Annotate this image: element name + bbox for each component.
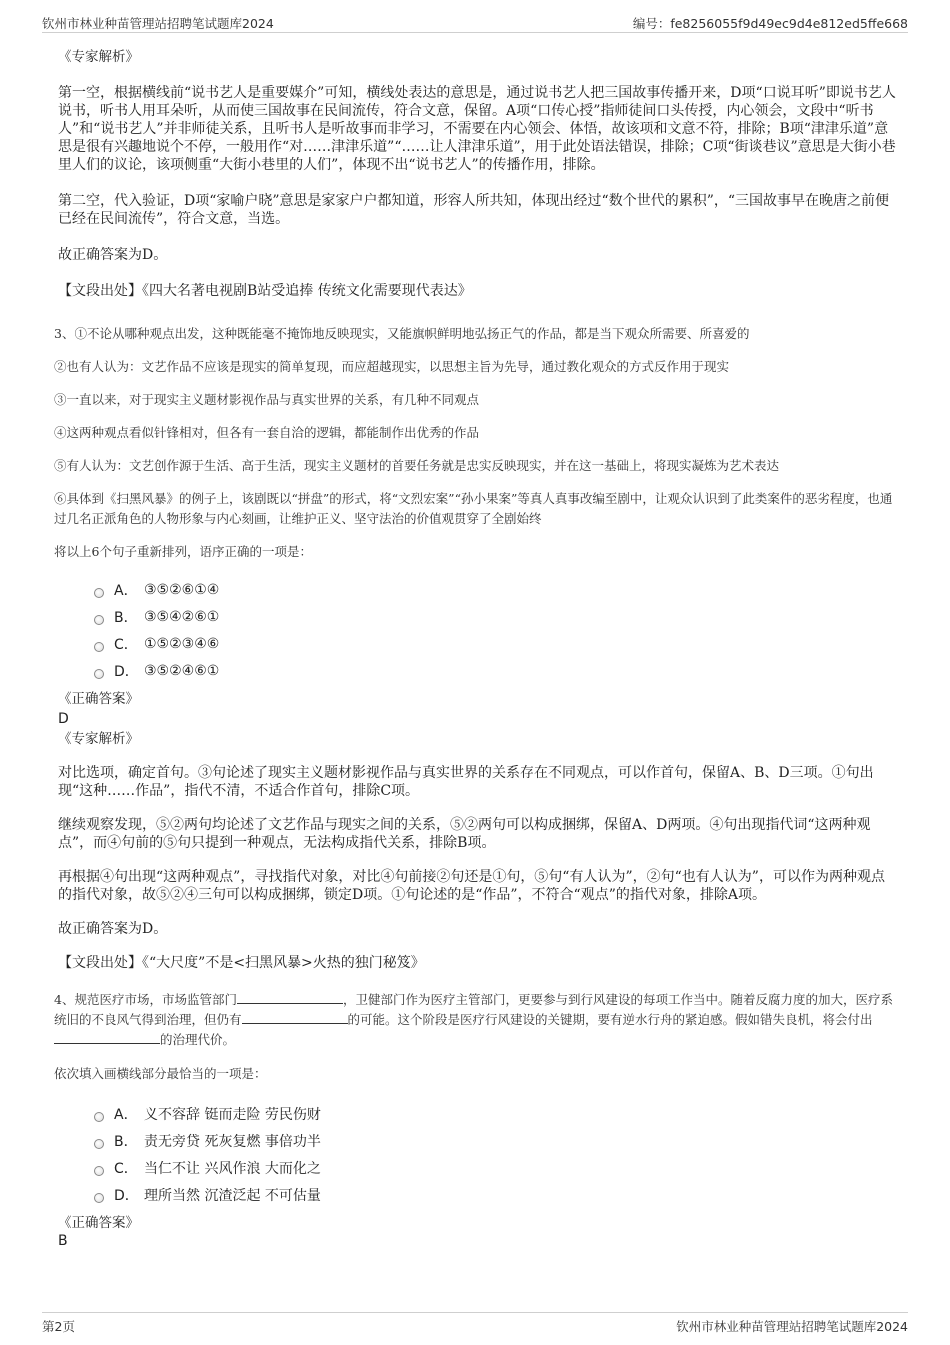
option-text: ③⑤④②⑥①	[144, 608, 220, 625]
radio-icon[interactable]	[94, 1193, 104, 1203]
option-d[interactable]: D． 理所当然 沉渣泛起 不可估量	[94, 1181, 896, 1208]
option-text: ①⑤②③④⑥	[144, 635, 220, 652]
sentence-5: ⑤有人认为：文艺创作源于生活、高于生活，现实主义题材的首要任务就是忠实反映现实，并在这一基础上，将现实凝炼为艺术表达	[54, 458, 780, 473]
analysis-conclusion: 故正确答案为D。	[58, 921, 168, 937]
answer-label: 《正确答案》	[58, 691, 139, 707]
page-number: 第2页	[42, 1319, 75, 1334]
question-4	[54, 990, 896, 1084]
radio-icon[interactable]	[94, 615, 104, 625]
option-list	[94, 576, 896, 684]
page-footer	[42, 1312, 908, 1335]
question-3	[54, 324, 896, 562]
answer-value: D	[58, 711, 69, 727]
sentence-6: ⑥具体到《扫黑风暴》的例子上，该剧既以“拼盘”的形式，将“文烈宏案”“孙小果案”等真人真事改编至剧中，让观众认识到了此类案件的恶劣程度，也通过几名正派角色的人物形象与内心刻画，让维护正义、坚守法治的价值观贯穿了全剧始终	[54, 491, 893, 526]
page-content	[54, 44, 896, 1250]
analysis-paragraph: 第一空，根据横线前“说书艺人是重要媒介”可知，横线处表达的意思是，通过说书艺人把三国故事传播开来，D项“口说耳听”即说书艺人说书，听书人用耳朵听，从而使三国故事在民间流传，符合文意，保留。A项“口传心授”指师徒间口头传授，内心领会，文段中“听书人”和“说书艺人”并非师徒关系，且听书人是听故事而非学习，不需要在内心领会、体悟，故该项和文意不符，排除；B项“津津乐道”意思是很有兴趣地说个不停，一般用作“对……津津乐道”“……让人津津乐道”，用于此处语法错误，排除；C项“街谈巷议”意思是大街小巷里人们的议论，该项侧重“大街小巷里的人们”，体现不出“说书艺人”的传播作用，排除。	[58, 85, 896, 173]
analysis-conclusion: 故正确答案为D。	[58, 247, 168, 263]
radio-icon[interactable]	[94, 642, 104, 652]
question-stem: 4、规范医疗市场，市场监管部门 ，卫健部门作为医疗主管部门，更要参与到行风建设的每项工作当中。随着反腐力度的加大，医疗系统旧的不良风气得到治理，但仍有 的可能。这个阶段是医疗行风建设的关键期，要有逆水行舟的紧迫感。假如错失良机，将会付出的治理代价。	[54, 992, 893, 1047]
radio-icon[interactable]	[94, 1112, 104, 1122]
radio-icon[interactable]	[94, 1139, 104, 1149]
analysis-label: 《专家解析》	[58, 731, 139, 747]
option-text: 理所当然 沉渣泛起 不可估量	[144, 1187, 321, 1204]
header-title: 钦州市林业种苗管理站招聘笔试题库2024	[42, 16, 274, 31]
answer-value: B	[58, 1233, 68, 1249]
option-d[interactable]: D． ③⑤②④⑥①	[94, 657, 896, 684]
analysis-paragraph: 继续观察发现，⑤②两句均论述了文艺作品与现实之间的关系，⑤②两句可以构成捆绑，保留A、D两项。④句出现指代词“这两种观点”，而④句前的⑤句只提到一种观点，无法构成指代关系，排除B项。	[58, 817, 871, 851]
text-source: 【文段出处】《“大尺度”不是<扫黑风暴>火热的独门秘笈》	[58, 955, 425, 971]
option-text: 当仁不让 兴风作浪 大而化之	[144, 1160, 321, 1177]
text-source: 【文段出处】《四大名著电视剧B站受追捧 传统文化需要现代表达》	[58, 283, 472, 299]
analysis-label: 《专家解析》	[58, 49, 139, 65]
sentence-2: ②也有人认为：文艺作品不应该是现实的简单复现，而应超越现实，以思想主旨为先导，通过教化观众的方式反作用于现实	[54, 359, 730, 374]
answer-label: 《正确答案》	[58, 1215, 139, 1231]
option-text: ③⑤②④⑥①	[144, 662, 220, 679]
radio-icon[interactable]	[94, 1166, 104, 1176]
option-text: ③⑤②⑥①④	[144, 581, 220, 598]
option-b[interactable]: B． ③⑤④②⑥①	[94, 603, 896, 630]
option-text: 义不容辞 铤而走险 劳民伤财	[144, 1106, 321, 1123]
option-text: 责无旁贷 死灰复燃 事倍功半	[144, 1133, 321, 1150]
analysis-paragraph: 第二空，代入验证，D项“家喻户晓”意思是家家户户都知道，形容人所共知，体现出经过“数个世代的累积”，“三国故事早在晚唐之前便已经在民间流传”，符合文意，当选。	[58, 193, 890, 227]
analysis-paragraph: 对比选项，确定首句。③句论述了现实主义题材影视作品与真实世界的关系存在不同观点，可以作首句，保留A、B、D三项。①句出现“这种……作品”，指代不清，不适合作首句，排除C项。	[58, 765, 874, 799]
option-a[interactable]: A． 义不容辞 铤而走险 劳民伤财	[94, 1100, 896, 1127]
sentence-3: ③一直以来，对于现实主义题材影视作品与真实世界的关系，有几种不同观点	[54, 392, 480, 407]
option-c[interactable]: C． 当仁不让 兴风作浪 大而化之	[94, 1154, 896, 1181]
page-header	[42, 10, 908, 33]
sentence-1: 3、①不论从哪种观点出发，这种既能毫不掩饰地反映现实，又能旗帜鲜明地弘扬正气的作品，都是当下观众所需要、所喜爱的	[54, 326, 750, 341]
option-b[interactable]: B． 责无旁贷 死灰复燃 事倍功半	[94, 1127, 896, 1154]
option-c[interactable]: C． ①⑤②③④⑥	[94, 630, 896, 657]
radio-icon[interactable]	[94, 588, 104, 598]
option-list	[94, 1100, 896, 1208]
sentence-4: ④这两种观点看似针锋相对，但各有一套自洽的逻辑，都能制作出优秀的作品	[54, 425, 480, 440]
radio-icon[interactable]	[94, 669, 104, 679]
question-prompt: 依次填入画横线部分最恰当的一项是：	[54, 1066, 267, 1081]
header-serial: 编号：fe8256055f9d49ec9d4e812ed5ffe668	[632, 16, 908, 31]
blank-2	[242, 1011, 348, 1024]
blank-3	[54, 1031, 160, 1044]
analysis-paragraph: 再根据④句出现“这两种观点”，寻找指代对象，对比④句前接②句还是①句，⑤句“有人认为”，②句“也有人认为”，可以作为两种观点的指代对象，故⑤②④三句可以构成捆绑，锁定D项。①句论述的是“作品”，不符合“观点”的指代对象，排除A项。	[58, 869, 885, 903]
footer-title: 钦州市林业种苗管理站招聘笔试题库2024	[676, 1319, 908, 1334]
option-a[interactable]: A． ③⑤②⑥①④	[94, 576, 896, 603]
question-prompt: 将以上6个句子重新排列，语序正确的一项是：	[54, 544, 312, 559]
blank-1	[237, 991, 343, 1004]
